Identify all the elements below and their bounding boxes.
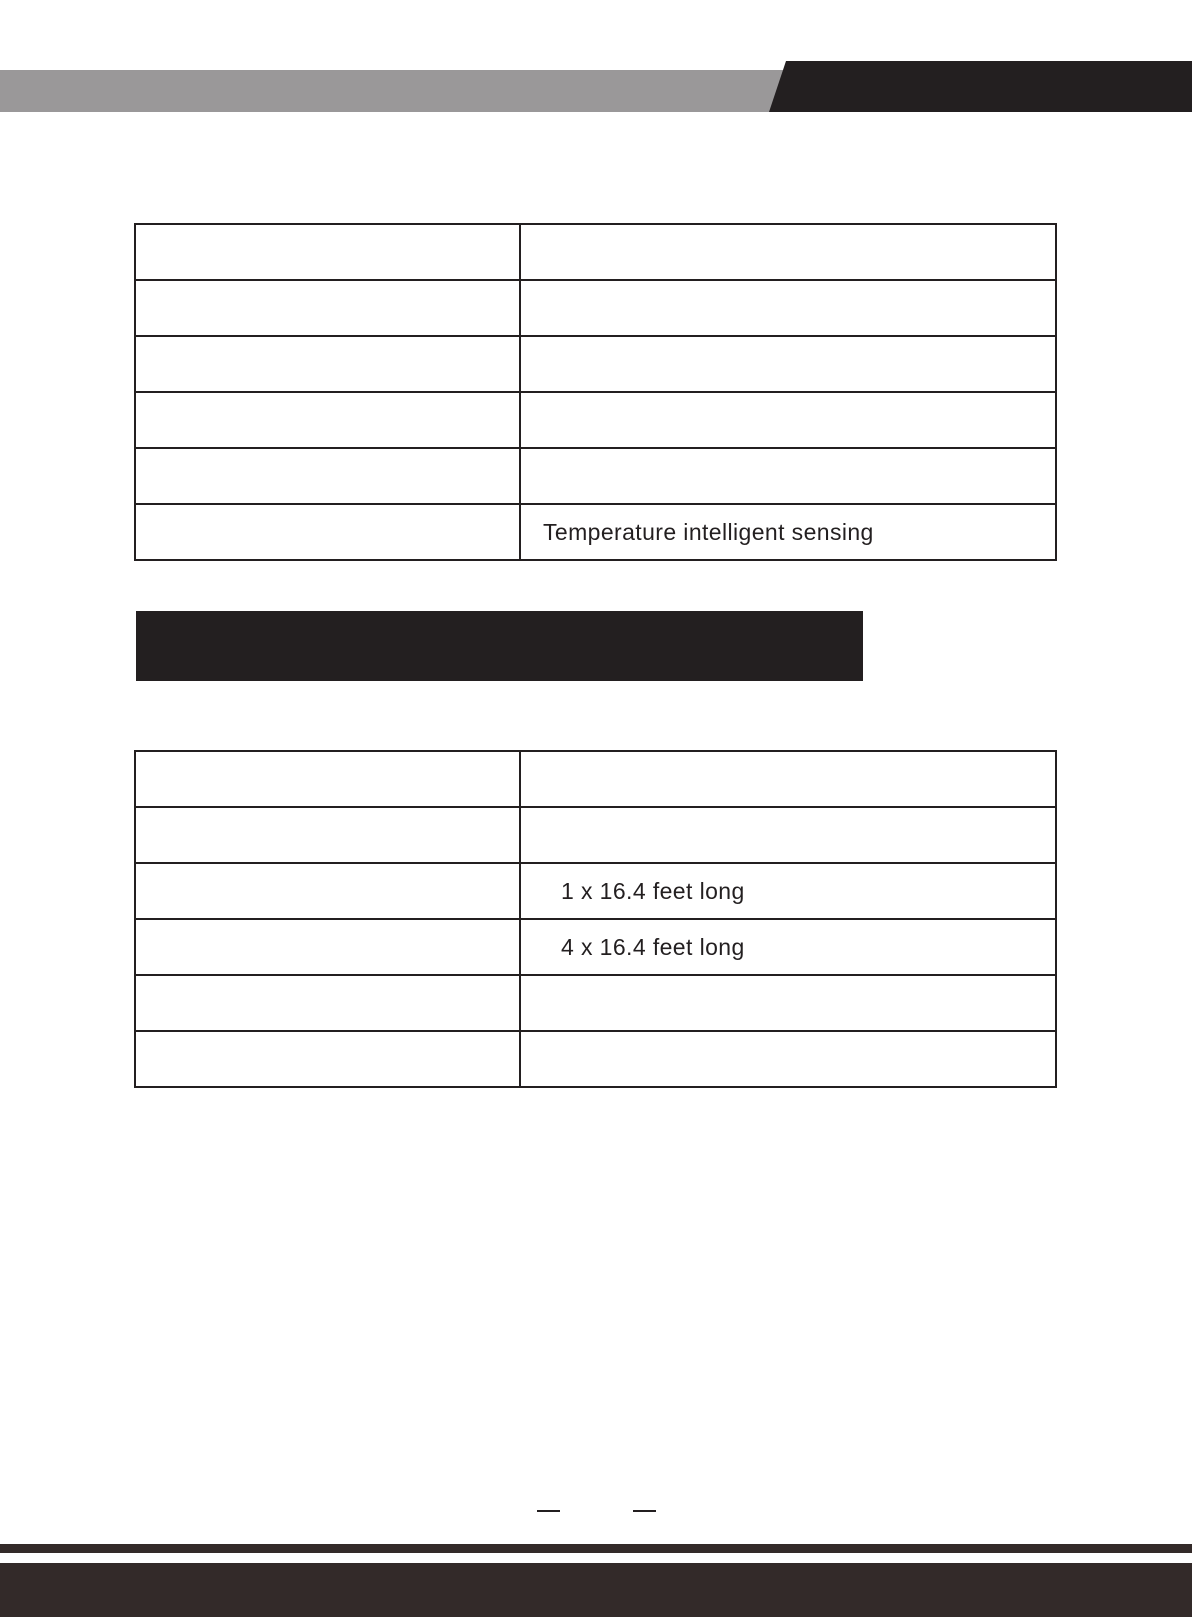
table-row	[135, 863, 1056, 919]
row-label	[135, 448, 520, 504]
table-row	[135, 336, 1056, 392]
row-label	[135, 280, 520, 336]
row-label	[135, 863, 520, 919]
row-label	[135, 392, 520, 448]
row-value	[520, 807, 1056, 863]
row-value	[520, 448, 1056, 504]
row-value: 4 x 16.4 feet long	[520, 919, 1056, 975]
page-number-dash-right	[633, 1510, 656, 1512]
table-row	[135, 975, 1056, 1031]
row-value: Temperature intelligent sensing	[520, 504, 1056, 560]
row-label	[135, 919, 520, 975]
header-dark-tab	[769, 61, 1192, 112]
table-row	[135, 751, 1056, 807]
table-row	[135, 224, 1056, 280]
footer-divider-line	[0, 1544, 1192, 1553]
table-row	[135, 448, 1056, 504]
row-label	[135, 336, 520, 392]
footer-bar	[0, 1563, 1192, 1617]
row-value	[520, 224, 1056, 280]
spec-table-1	[134, 223, 1057, 561]
section-banner	[136, 611, 863, 681]
table-row	[135, 1031, 1056, 1087]
row-value: 1 x 16.4 feet long	[520, 863, 1056, 919]
row-label	[135, 975, 520, 1031]
row-label	[135, 807, 520, 863]
row-value	[520, 280, 1056, 336]
table-row	[135, 504, 1056, 560]
page-number-dash-left	[537, 1510, 560, 1512]
row-value	[520, 1031, 1056, 1087]
table-row	[135, 807, 1056, 863]
table-row	[135, 919, 1056, 975]
spec-table-2	[134, 750, 1057, 1088]
table-row	[135, 392, 1056, 448]
row-value	[520, 336, 1056, 392]
row-label	[135, 1031, 520, 1087]
row-value	[520, 975, 1056, 1031]
table-row	[135, 280, 1056, 336]
row-label	[135, 224, 520, 280]
row-value	[520, 392, 1056, 448]
row-value	[520, 751, 1056, 807]
row-label	[135, 504, 520, 560]
row-label	[135, 751, 520, 807]
